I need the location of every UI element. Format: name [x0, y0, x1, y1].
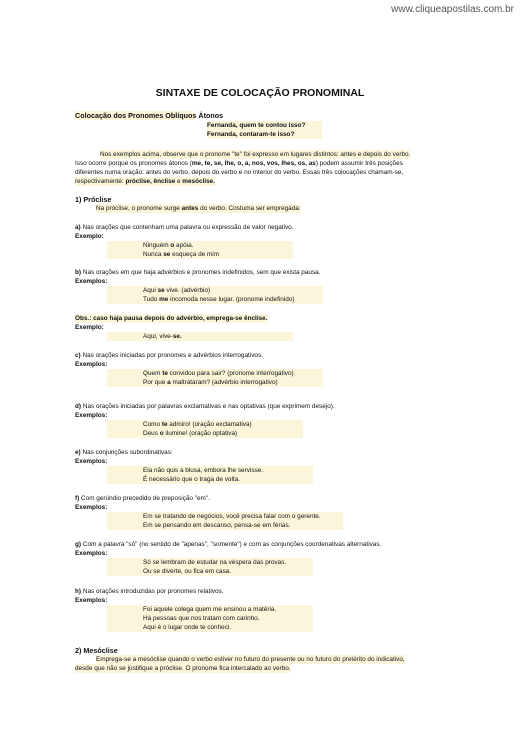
example-sentence: Tudo me incomoda nesse lugar. (pronome indefinido) — [107, 295, 323, 304]
example-sentence: É necessário que o traga de volta. — [107, 475, 313, 484]
example-sentence: Ela não quis a blusa, embora lhe servisse. — [107, 466, 313, 475]
rule-h: h) Nas orações introduzidas por pronomes relativos. — [75, 588, 224, 595]
mesoclise-paragraph-line-1: Emprega-se a mesóclise quando o verbo estiver no futuro do presente ou no futuro do pretérito do indicativo, — [96, 656, 405, 663]
rule-a: a) Nas orações que contenham uma palavra ou expressão de valor negativo. — [75, 224, 294, 231]
example-sentence: Deus o ilumine! (oração optativa) — [107, 429, 303, 438]
example-question-2: Fernanda, contaram-te isso? — [207, 130, 322, 139]
example-sentence: Só se lembram de estudar na véspera das provas. — [107, 558, 313, 567]
rule-b: b) Nas orações em que haja advérbios e pronomes indefinidos, sem que exista pausa. — [75, 269, 321, 276]
mesoclise-paragraph-line-2: desde que não se justifique a próclise. O pronome fica intercalado ao verbo. — [75, 665, 291, 672]
page-title: SINTAXE DE COLOCAÇÃO PRONOMINAL — [155, 87, 365, 99]
rule-d: d) Nas orações iniciadas por palavras exclamativas e nas optativas (que exprimem desejo). — [75, 403, 335, 410]
examples-label: Exemplos: — [75, 597, 108, 604]
site-url[interactable]: www.cliqueapostilas.com.br — [391, 4, 514, 15]
intro-paragraph-line-1: Nos exemplos acima, observe que o pronome "te" foi expresso em lugares distintos: antes e depois do verbo. — [100, 151, 411, 158]
examples-label: Exemplos: — [75, 412, 108, 419]
examples-label: Exemplos: — [75, 458, 108, 465]
intro-paragraph-line-4: respectivamente: próclise, ênclise e mesóclise. — [75, 178, 215, 185]
example-sentence: Aqui se vive. (advérbio) — [107, 286, 323, 295]
examples-label: Exemplos: — [75, 504, 108, 511]
examples-label: Exemplos: — [75, 278, 108, 285]
section-heading-intro: Colocação dos Pronomes Oblíquos Átonos — [75, 111, 224, 120]
intro-paragraph-line-2: Isso ocorre porque os pronomes átonos (me, te, se, lhe, o, a, nos, vos, lhes, os, as) podem assumir três posições — [75, 160, 403, 167]
examples-label: Exemplos: — [75, 550, 108, 557]
rule-g: g) Com a palavra "só" (no sentido de "apenas", "somente") e com as conjunções coordenativas alternativas. — [75, 541, 382, 548]
example-sentence: Nunca se esqueça de mim — [107, 250, 293, 259]
example-question-1: Fernanda, quem te contou isso? — [207, 121, 322, 130]
example-label: Exemplo: — [75, 324, 104, 331]
example-sentence: Como te admiro! (oração exclamativa) — [107, 420, 303, 429]
proclise-description: Na próclise, o pronome surge antes do verbo. Costuma ser empregada: — [96, 205, 301, 212]
obs-note: Obs.: caso haja pausa depois do advérbio, emprega-se ênclise. — [75, 315, 268, 322]
intro-paragraph-line-3: diferentes numa oração: antes do verbo, depois do verbo e no interior do verbo. Essas três colocações chamam-se, — [75, 169, 404, 176]
example-sentence: Aqui é o lugar onde te conheci. — [107, 623, 313, 632]
rule-e: e) Nas conjunções subordinativas: — [75, 449, 173, 456]
section-heading-mesoclise: 2) Mesóclise — [75, 646, 118, 655]
examples-label: Exemplos: — [75, 361, 108, 368]
example-sentence: Ou se diverte, ou fica em casa. — [107, 567, 313, 576]
example-sentence: Por que a maltrataram? (advérbio interrogativo) — [107, 378, 323, 387]
example-sentence: Quem te convidou para sair? (pronome interrogativo) — [107, 369, 323, 378]
example-sentence: Aqui, vive-se. — [107, 332, 293, 341]
rule-c: c) Nas orações iniciadas por pronomes e advérbios interrogativos. — [75, 352, 263, 359]
example-label: Exemplo: — [75, 233, 104, 240]
example-sentence: Foi aquele colega quem me ensinou a matéria. — [107, 605, 313, 614]
example-sentence: Em se tratando de negócios, você precisa falar com o gerente. — [107, 512, 343, 521]
section-heading-proclise: 1) Próclise — [75, 195, 112, 204]
example-sentence: Em se pensando em descanso, pensa-se em férias. — [107, 521, 343, 530]
rule-f: f) Com gerúndio precedido de preposição "em". — [75, 495, 210, 502]
example-sentence: Há pessoas que nos tratam com carinho. — [107, 614, 313, 623]
example-sentence: Ninguém o apóia. — [107, 241, 293, 250]
